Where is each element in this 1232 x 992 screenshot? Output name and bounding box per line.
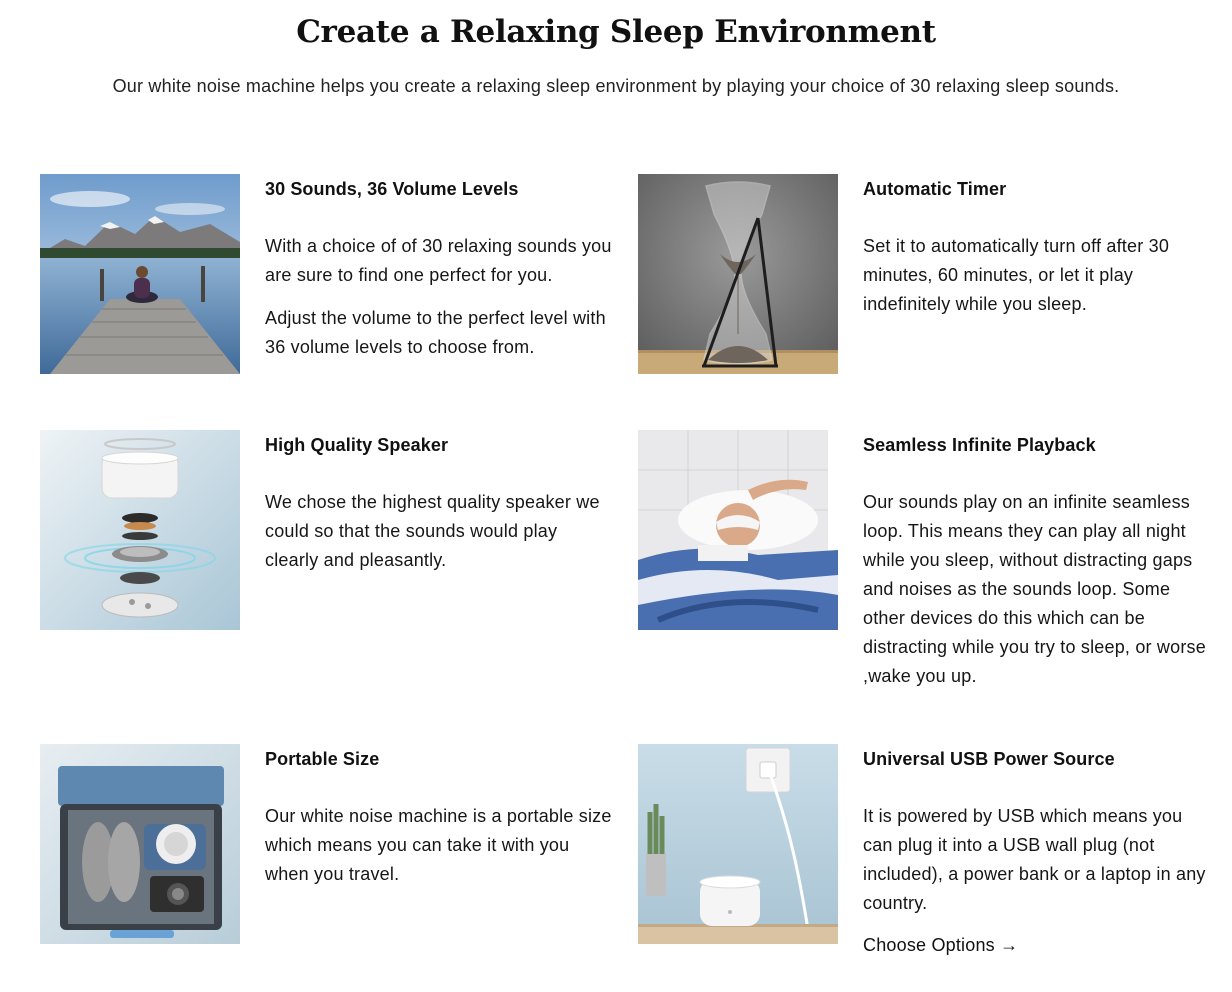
feature-paragraph: Adjust the volume to the perfect level with 36 volume levels to choose from.	[265, 308, 606, 357]
packed-suitcase-image	[40, 744, 240, 944]
lake-dock-image	[40, 174, 240, 374]
feature-paragraph: With a choice of of 30 relaxing sounds you are sure to find one perfect for you.	[265, 236, 612, 285]
intro-text: Our white noise machine helps you create a relaxing sleep environment by playing your choice of 30 relaxing sleep sounds.	[112, 76, 1120, 96]
feature-title: Portable Size	[265, 749, 380, 769]
feature-paragraph: It is powered by USB which means you can plug it into a USB wall plug (not included), a power bank or a laptop in any country.	[863, 806, 1206, 913]
feature-paragraph: Set it to automatically turn off after 30 minutes, 60 minutes, or let it play indefinitely while you sleep.	[863, 236, 1170, 314]
feature-title: Seamless Infinite Playback	[863, 435, 1096, 455]
feature-paragraph: We chose the highest quality speaker we could so that the sounds would play clearly and pleasantly.	[265, 492, 600, 570]
feature-paragraph: Our white noise machine is a portable size which means you can take it with you when you travel.	[265, 806, 612, 884]
choose-options-label: Choose Options	[863, 935, 995, 955]
feature-title: Automatic Timer	[863, 179, 1007, 199]
hourglass-image	[638, 174, 838, 374]
feature-title: 30 Sounds, 36 Volume Levels	[265, 179, 519, 199]
feature-title: High Quality Speaker	[265, 435, 449, 455]
page-title: Create a Relaxing Sleep Environment	[296, 14, 936, 50]
feature-paragraph: Our sounds play on an infinite seamless loop. This means they can play all night while you sleep, without distracting gaps and noises as the sounds loop. Some other devices do this which can be distracting while you try to sleep, or worse ,wake you up.	[863, 492, 1206, 686]
choose-options-link[interactable]	[863, 932, 1018, 958]
feature-title: Universal USB Power Source	[863, 749, 1115, 769]
usb-device-image	[638, 744, 838, 944]
sleeping-person-image	[638, 430, 838, 630]
speaker-parts-image	[40, 430, 240, 630]
arrow-right-icon: →	[1000, 935, 1019, 955]
